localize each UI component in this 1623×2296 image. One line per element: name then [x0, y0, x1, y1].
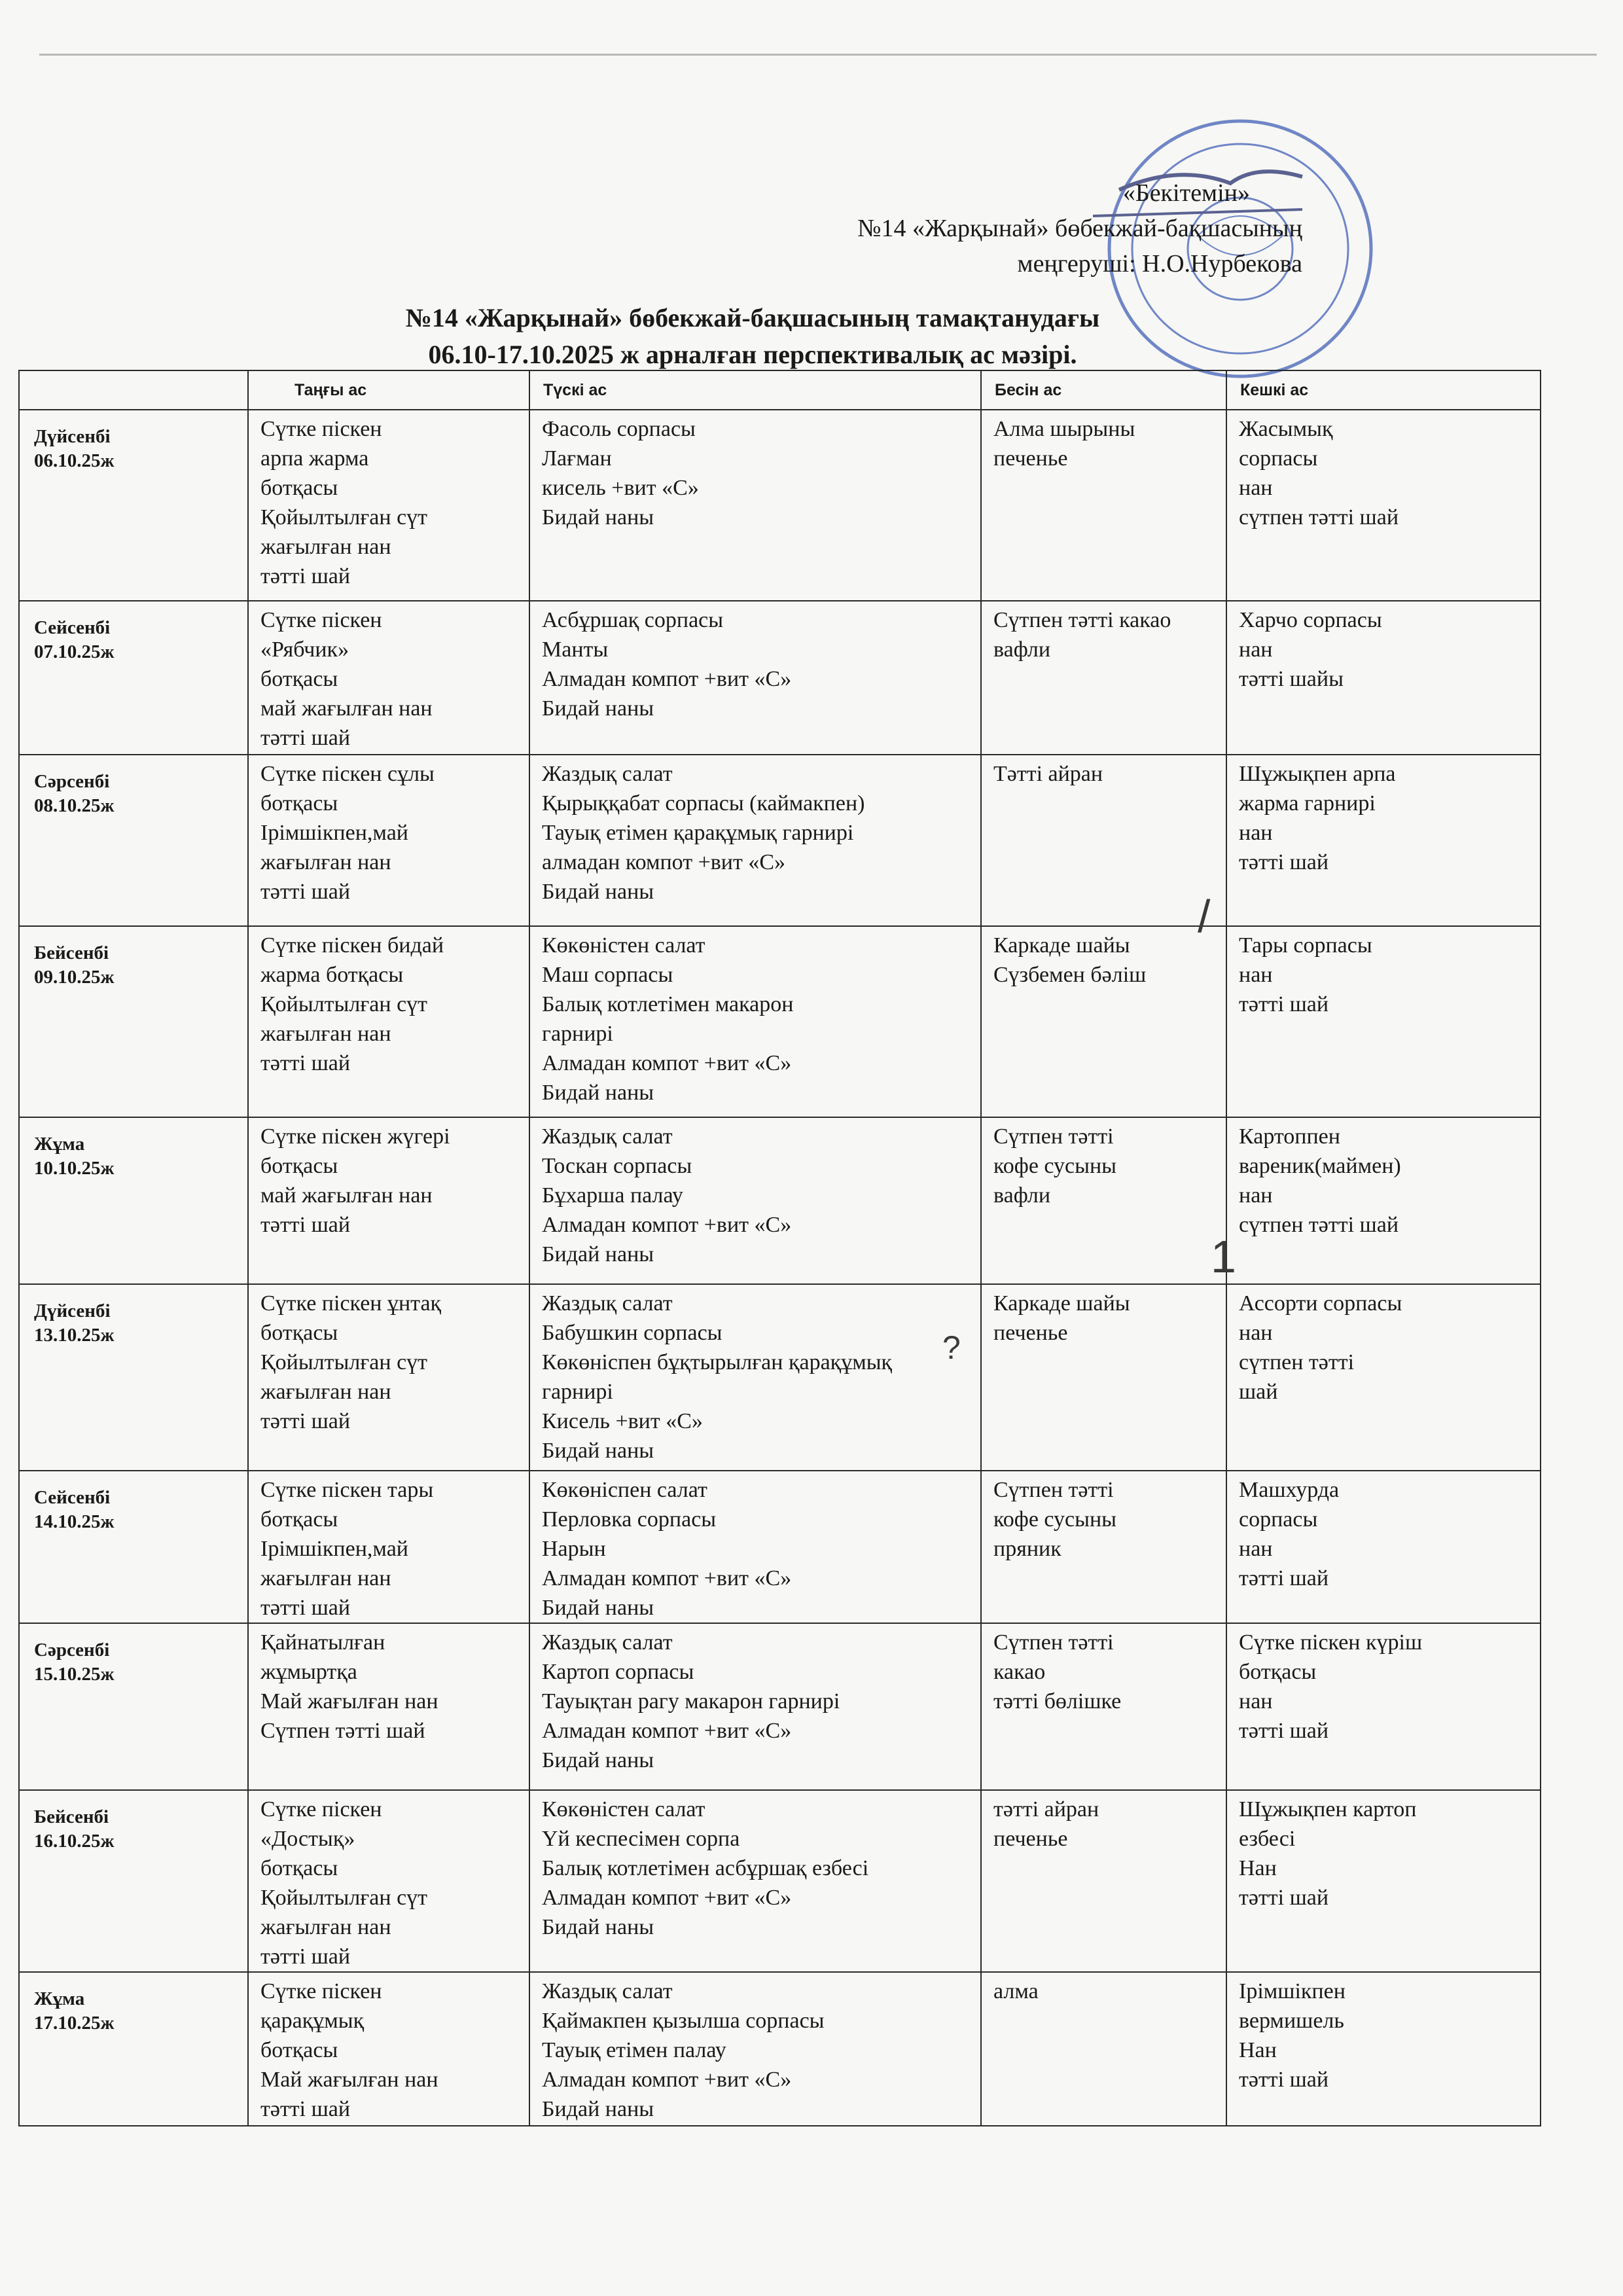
approval-heading: «Бекітемін»	[1122, 179, 1250, 207]
breakfast-item: жұмыртқа	[260, 1660, 357, 1684]
breakfast-item: Қойылтылған сүт	[260, 1350, 428, 1374]
breakfast-item: жағылған нан	[260, 1380, 391, 1404]
lunch-cell	[529, 601, 981, 755]
header-dinner: Кешкі ас	[1226, 370, 1541, 410]
breakfast-item: ботқасы	[260, 1154, 338, 1178]
lunch-item: Жаздық салат	[542, 1630, 673, 1655]
breakfast-item: «Достық»	[260, 1827, 355, 1851]
breakfast-item: тәтті шай	[260, 1945, 351, 1969]
approval-block	[386, 175, 1302, 281]
breakfast-item: Сүтке піскен тары	[260, 1478, 434, 1502]
dinner-item: вареник(маймен)	[1239, 1154, 1401, 1178]
dinner-item: нан	[1239, 821, 1273, 845]
day-cell	[19, 1117, 248, 1284]
day-line: 08.10.25ж	[34, 795, 115, 816]
breakfast-item: «Рябчик»	[260, 637, 349, 662]
breakfast-item: қарақұмық	[260, 2009, 365, 2033]
breakfast-cell	[248, 1284, 529, 1471]
lunch-cell	[529, 1790, 981, 1972]
breakfast-item: ботқасы	[260, 2038, 338, 2062]
dinner-item: нан	[1239, 1183, 1273, 1208]
lunch-item: Көкөніспен салат	[542, 1478, 707, 1502]
table-row	[19, 1972, 1541, 2126]
lunch-item: Алмадан компот +вит «С»	[542, 2068, 792, 2092]
breakfast-item: май жағылған нан	[260, 1183, 433, 1208]
breakfast-cell	[248, 1623, 529, 1790]
breakfast-item: арпа жарма	[260, 446, 369, 471]
lunch-item: кисель +вит «С»	[542, 476, 699, 500]
day-cell	[19, 1623, 248, 1790]
breakfast-item: тәтті шай	[260, 564, 351, 588]
dinner-item: нан	[1239, 476, 1273, 500]
breakfast-item: тәтті шай	[260, 1409, 351, 1433]
breakfast-item: тәтті шай	[260, 1596, 351, 1620]
breakfast-cell	[248, 1790, 529, 1972]
dinner-item: шай	[1239, 1380, 1278, 1404]
check-mark: 1	[1211, 1231, 1236, 1282]
lunch-item: Жаздық салат	[542, 762, 673, 786]
dinner-item: Харчо сорпасы	[1239, 608, 1382, 632]
snack-cell	[981, 410, 1226, 601]
dinner-cell	[1226, 926, 1541, 1117]
lunch-item: Фасоль сорпасы	[542, 417, 696, 441]
lunch-item: Тоскан сорпасы	[542, 1154, 692, 1178]
dinner-item: Нан	[1239, 1856, 1277, 1880]
snack-cell	[981, 601, 1226, 755]
lunch-cell	[529, 1972, 981, 2126]
lunch-item: Картоп сорпасы	[542, 1660, 694, 1684]
breakfast-item: жағылған нан	[260, 850, 391, 874]
breakfast-item: Қойылтылған сүт	[260, 992, 428, 1016]
dinner-item: тәтті шай	[1239, 2068, 1329, 2092]
snack-item: Тәтті айран	[993, 762, 1103, 786]
dinner-cell	[1226, 1790, 1541, 1972]
day-line: 14.10.25ж	[34, 1511, 115, 1532]
document-title	[196, 300, 1309, 373]
lunch-item: Алмадан компот +вит «С»	[542, 667, 792, 691]
breakfast-cell	[248, 601, 529, 755]
breakfast-item: жағылған нан	[260, 1915, 391, 1939]
dinner-item: сорпасы	[1239, 446, 1318, 471]
day-line: Жұма	[34, 1988, 85, 2009]
lunch-item: Алмадан компот +вит «С»	[542, 1566, 792, 1590]
scan-edge-line	[39, 54, 1597, 56]
snack-item: печенье	[993, 1321, 1068, 1345]
snack-item: кофе сусыны	[993, 1154, 1117, 1178]
table-row	[19, 1284, 1541, 1471]
day-cell	[19, 601, 248, 755]
approval-institution: №14 «Жарқынай» бөбекжай-бақшасының	[857, 215, 1302, 242]
table-row	[19, 601, 1541, 755]
breakfast-item: тәтті шай	[260, 726, 351, 750]
lunch-item: алмадан компот +вит «С»	[542, 850, 786, 874]
dinner-item: ботқасы	[1239, 1660, 1317, 1684]
day-line: Дүйсенбі	[34, 1300, 111, 1321]
table-row	[19, 755, 1541, 926]
dinner-item: Шұжықпен арпа	[1239, 762, 1396, 786]
dinner-item: сорпасы	[1239, 1507, 1318, 1532]
snack-cell	[981, 1790, 1226, 1972]
table-row	[19, 410, 1541, 601]
breakfast-item: Ірімшікпен,май	[260, 821, 408, 845]
lunch-item: Бидай наны	[542, 1596, 654, 1620]
lunch-item: Үй кеспесімен сорпа	[542, 1827, 740, 1851]
breakfast-item: Қойылтылған сүт	[260, 505, 428, 529]
dinner-cell	[1226, 1623, 1541, 1790]
dinner-item: сүтпен тәтті	[1239, 1350, 1355, 1374]
lunch-item: Тауықтан рагу макарон гарнирі	[542, 1689, 840, 1713]
lunch-item: гарнирі	[542, 1022, 613, 1046]
breakfast-item: жағылған нан	[260, 535, 391, 559]
lunch-item: Алмадан компот +вит «С»	[542, 1719, 792, 1743]
lunch-cell	[529, 926, 981, 1117]
dinner-cell	[1226, 601, 1541, 755]
snack-cell	[981, 1623, 1226, 1790]
table-row	[19, 1790, 1541, 1972]
day-line: Жұма	[34, 1134, 85, 1155]
dinner-cell	[1226, 1471, 1541, 1623]
breakfast-item: май жағылған нан	[260, 696, 433, 721]
dinner-item: жарма гарнирі	[1239, 791, 1376, 816]
snack-item: вафли	[993, 637, 1051, 662]
menu-table	[18, 370, 1541, 2126]
dinner-item: нан	[1239, 963, 1273, 987]
lunch-item: Перловка сорпасы	[542, 1507, 717, 1532]
breakfast-item: ботқасы	[260, 1507, 338, 1532]
breakfast-item: жағылған нан	[260, 1566, 391, 1590]
dinner-item: сүтпен тәтті шай	[1239, 505, 1399, 529]
snack-item: Сүтпен тәтті	[993, 1630, 1114, 1655]
dinner-item: нан	[1239, 1537, 1273, 1561]
lunch-item: Нарын	[542, 1537, 606, 1561]
lunch-item: Көкөніспен бұқтырылған қарақұмық	[542, 1350, 893, 1374]
lunch-item: Қаймакпен қызылша сорпасы	[542, 2009, 825, 2033]
day-line: 16.10.25ж	[34, 1831, 115, 1852]
dinner-item: Машхурда	[1239, 1478, 1340, 1502]
table-row	[19, 1471, 1541, 1623]
snack-item: тәтті бөлішке	[993, 1689, 1122, 1713]
dinner-item: нан	[1239, 1689, 1273, 1713]
snack-cell	[981, 755, 1226, 926]
snack-item: тәтті айран	[993, 1797, 1099, 1821]
dinner-cell	[1226, 1284, 1541, 1471]
breakfast-item: жарма ботқасы	[260, 963, 404, 987]
header-breakfast: Таңғы ас	[248, 370, 529, 410]
breakfast-item: Сүтке піскен сұлы	[260, 762, 435, 786]
dinner-item: Сүтке піскен күріш	[1239, 1630, 1423, 1655]
breakfast-cell	[248, 1972, 529, 2126]
breakfast-item: Сүтке піскен жүгері	[260, 1124, 450, 1149]
dinner-item: езбесі	[1239, 1827, 1296, 1851]
dinner-item: тәтті шай	[1239, 992, 1329, 1016]
snack-item: печенье	[993, 446, 1068, 471]
breakfast-item: ботқасы	[260, 791, 338, 816]
snack-item: вафли	[993, 1183, 1051, 1208]
dinner-item: Картоппен	[1239, 1124, 1340, 1149]
lunch-item: Бидай наны	[542, 696, 654, 721]
dinner-item: тәтті шай	[1239, 1719, 1329, 1743]
day-line: Сейсенбі	[34, 1487, 111, 1508]
breakfast-item: тәтті шай	[260, 880, 351, 904]
day-cell	[19, 755, 248, 926]
lunch-item: Жаздық салат	[542, 1291, 673, 1316]
day-line: 13.10.25ж	[34, 1325, 115, 1346]
breakfast-item: Ірімшікпен,май	[260, 1537, 408, 1561]
dinner-item: нан	[1239, 1321, 1273, 1345]
snack-cell	[981, 1972, 1226, 2126]
day-cell	[19, 1471, 248, 1623]
title-line-1: №14 «Жарқынай» бөбекжай-бақшасының тамақтанудағы	[405, 303, 1100, 332]
lunch-item: Маш сорпасы	[542, 963, 673, 987]
lunch-item: Тауық етімен қарақұмық гарнирі	[542, 821, 854, 845]
lunch-item: Бидай наны	[542, 1748, 654, 1772]
snack-item: Алма шырыны	[993, 417, 1135, 441]
dinner-item: сүтпен тәтті шай	[1239, 1213, 1399, 1237]
snack-cell	[981, 1471, 1226, 1623]
dinner-item: Тары сорпасы	[1239, 933, 1372, 958]
dinner-cell	[1226, 410, 1541, 601]
lunch-item: Балық котлетімен асбұршақ езбесі	[542, 1856, 869, 1880]
snack-item: печенье	[993, 1827, 1068, 1851]
snack-item: пряник	[993, 1537, 1061, 1561]
lunch-cell	[529, 1623, 981, 1790]
snack-item: Каркаде шайы	[993, 1291, 1130, 1316]
title-line-2: 06.10-17.10.2025 ж арналған перспективалық ас мәзірі.	[428, 340, 1077, 369]
lunch-item: Лағман	[542, 446, 612, 471]
lunch-item: Бидай наны	[542, 1242, 654, 1266]
table-row	[19, 926, 1541, 1117]
breakfast-item: ботқасы	[260, 1856, 338, 1880]
day-line: 17.10.25ж	[34, 2013, 115, 2034]
snack-cell	[981, 1117, 1226, 1284]
day-line: Бейсенбі	[34, 942, 109, 963]
snack-item: Сүтпен тәтті какао	[993, 608, 1171, 632]
breakfast-item: жағылған нан	[260, 1022, 391, 1046]
snack-item: кофе сусыны	[993, 1507, 1117, 1532]
breakfast-item: ботқасы	[260, 667, 338, 691]
breakfast-item: ботқасы	[260, 476, 338, 500]
lunch-cell	[529, 755, 981, 926]
lunch-item: Көкөністен салат	[542, 1797, 705, 1821]
snack-item: Сүзбемен бәліш	[993, 963, 1147, 987]
breakfast-item: Сүтке піскен	[260, 608, 382, 632]
snack-item: Сүтпен тәтті	[993, 1478, 1114, 1502]
snack-item: Сүтпен тәтті	[993, 1124, 1114, 1149]
lunch-item: Асбұршақ сорпасы	[542, 608, 724, 632]
lunch-item: Бидай наны	[542, 1439, 654, 1463]
lunch-item: Бидай наны	[542, 880, 654, 904]
dinner-item: Ірімшікпен	[1239, 1979, 1346, 2003]
day-line: Сейсенбі	[34, 617, 111, 638]
table-row	[19, 1117, 1541, 1284]
dinner-item: тәтті шайы	[1239, 667, 1344, 691]
breakfast-cell	[248, 926, 529, 1117]
breakfast-item: Сүтке піскен	[260, 1797, 382, 1821]
lunch-item: Қырыққабат сорпасы (каймакпен)	[542, 791, 865, 816]
dinner-item: тәтті шай	[1239, 1566, 1329, 1590]
day-line: Дүйсенбі	[34, 426, 111, 447]
breakfast-item: Қойылтылған сүт	[260, 1886, 428, 1910]
breakfast-item: Май жағылған нан	[260, 2068, 438, 2092]
lunch-cell	[529, 1284, 981, 1471]
table-header-row	[19, 370, 1541, 410]
lunch-item: Жаздық салат	[542, 1124, 673, 1149]
lunch-item: Бидай наны	[542, 2097, 654, 2121]
day-line: 09.10.25ж	[34, 967, 115, 988]
day-line: 07.10.25ж	[34, 641, 115, 662]
dinner-cell	[1226, 1972, 1541, 2126]
breakfast-item: ботқасы	[260, 1321, 338, 1345]
lunch-item: Алмадан компот +вит «С»	[542, 1886, 792, 1910]
breakfast-item: Сүтке піскен	[260, 417, 382, 441]
dinner-item: Ассорти сорпасы	[1239, 1291, 1402, 1316]
table-row	[19, 1623, 1541, 1790]
day-line: 06.10.25ж	[34, 450, 115, 471]
breakfast-cell	[248, 410, 529, 601]
dinner-item: тәтті шай	[1239, 850, 1329, 874]
day-cell	[19, 1790, 248, 1972]
breakfast-cell	[248, 1117, 529, 1284]
lunch-cell	[529, 1471, 981, 1623]
breakfast-item: тәтті шай	[260, 2097, 351, 2121]
day-line: Сәрсенбі	[34, 771, 110, 792]
day-line: Бейсенбі	[34, 1806, 109, 1827]
day-cell	[19, 926, 248, 1117]
day-cell	[19, 1972, 248, 2126]
lunch-item: Бабушкин сорпасы	[542, 1321, 722, 1345]
lunch-item: Кисель +вит «С»	[542, 1409, 703, 1433]
lunch-item: Көкөністен салат	[542, 933, 705, 958]
breakfast-item: Май жағылған нан	[260, 1689, 438, 1713]
lunch-cell	[529, 410, 981, 601]
snack-cell	[981, 926, 1226, 1117]
breakfast-item: тәтті шай	[260, 1213, 351, 1237]
day-line: Сәрсенбі	[34, 1640, 110, 1660]
breakfast-item: тәтті шай	[260, 1051, 351, 1075]
lunch-item: Бидай наны	[542, 505, 654, 529]
dinner-item: Нан	[1239, 2038, 1277, 2062]
dinner-cell	[1226, 755, 1541, 926]
breakfast-cell	[248, 755, 529, 926]
breakfast-cell	[248, 1471, 529, 1623]
lunch-item: гарнирі	[542, 1380, 613, 1404]
lunch-item: Алмадан компот +вит «С»	[542, 1051, 792, 1075]
breakfast-item: Қайнатылған	[260, 1630, 385, 1655]
breakfast-item: Сүтке піскен	[260, 1979, 382, 2003]
lunch-item: Жаздық салат	[542, 1979, 673, 2003]
dinner-item: вермишель	[1239, 2009, 1344, 2033]
header-day	[19, 370, 248, 410]
header-snack: Бесін ас	[981, 370, 1226, 410]
snack-cell	[981, 1284, 1226, 1471]
dinner-cell	[1226, 1117, 1541, 1284]
breakfast-item: Сүтпен тәтті шай	[260, 1719, 425, 1743]
breakfast-item: Сүтке піскен ұнтақ	[260, 1291, 442, 1316]
day-line: 15.10.25ж	[34, 1664, 115, 1685]
lunch-item: Бидай наны	[542, 1915, 654, 1939]
day-cell	[19, 410, 248, 601]
lunch-item: Манты	[542, 637, 609, 662]
dinner-item: нан	[1239, 637, 1273, 662]
day-cell	[19, 1284, 248, 1471]
lunch-item: Бидай наны	[542, 1081, 654, 1105]
snack-item: какао	[993, 1660, 1046, 1684]
lunch-item: Балық котлетімен макарон	[542, 992, 794, 1016]
check-mark: ?	[942, 1329, 961, 1366]
approval-head: меңгеруші: Н.О.Нурбекова	[1017, 250, 1302, 278]
lunch-item: Алмадан компот +вит «С»	[542, 1213, 792, 1237]
dinner-item: Жасымық	[1239, 417, 1333, 441]
lunch-item: Бұхарша палау	[542, 1183, 683, 1208]
snack-item: алма	[993, 1979, 1039, 2003]
dinner-item: Шұжықпен картоп	[1239, 1797, 1417, 1821]
check-mark: /	[1198, 891, 1211, 942]
dinner-item: тәтті шай	[1239, 1886, 1329, 1910]
breakfast-item: Сүтке піскен бидай	[260, 933, 444, 958]
header-lunch: Түскі ас	[529, 370, 981, 410]
lunch-item: Тауық етімен палау	[542, 2038, 726, 2062]
day-line: 10.10.25ж	[34, 1158, 115, 1179]
lunch-cell	[529, 1117, 981, 1284]
snack-item: Каркаде шайы	[993, 933, 1130, 958]
